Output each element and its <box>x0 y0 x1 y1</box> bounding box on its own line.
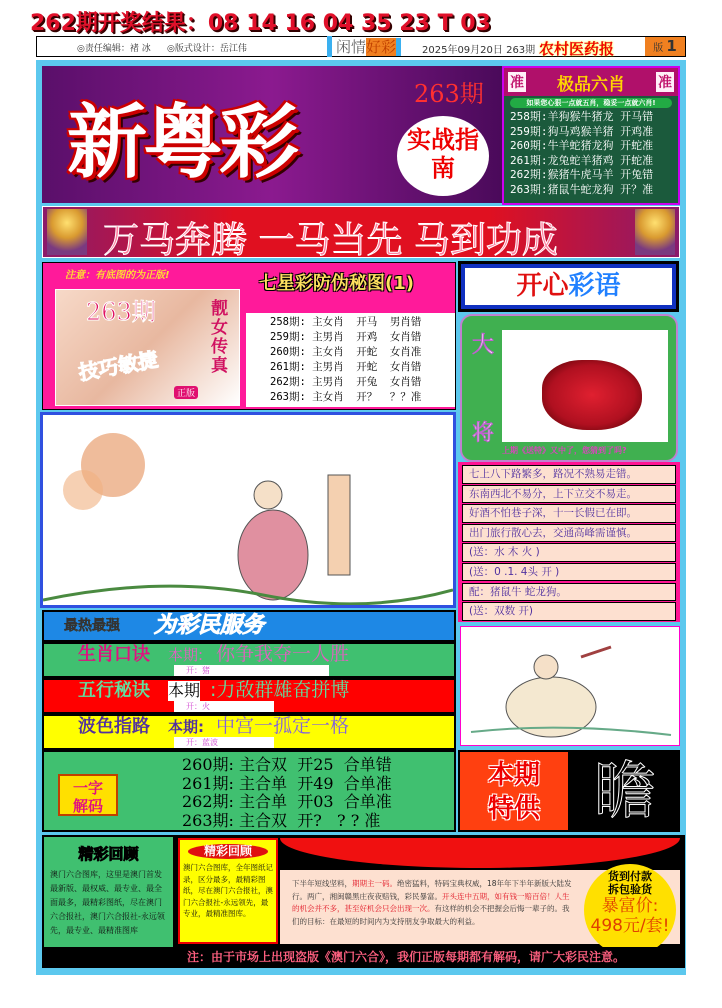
photo-skill-text: 技巧敏捷 <box>76 347 160 385</box>
footer-notice: 注：由于市场上出现盗版《澳门六合》，我们正版每期都有解码，请广大彩民注意。 <box>42 947 685 968</box>
saying-item: (送：双数 开) <box>462 602 676 621</box>
guide-badge: 实战指南 <box>397 116 489 196</box>
decode-logo <box>58 774 118 816</box>
seven-star-row: 260期: 主女肖 开蛇 女肖准 <box>270 346 422 358</box>
masthead-title: 新粤彩 <box>67 95 295 189</box>
seven-star-section <box>42 262 456 410</box>
editor-credit: ◎责任编辑：褚 冰 <box>77 44 151 54</box>
service-bar <box>42 610 456 642</box>
girl-photo <box>55 289 240 406</box>
seven-star-table <box>246 313 455 407</box>
formula-prefix: 本期 <box>168 681 201 700</box>
seven-star-row: 262期: 主男肖 开兔 女肖错 <box>270 376 422 388</box>
cod-label: 货到付款 <box>608 870 652 883</box>
price-value: 498元/套! <box>590 916 670 936</box>
decode-table <box>182 756 392 830</box>
decode-row: 261期: 主合单 开49 合单准 <box>182 773 392 793</box>
formula-label: 生肖口诀 <box>78 644 150 665</box>
decode-row: 262期: 主合单 开03 合单准 <box>182 792 392 811</box>
decode-logo-b: 解码 <box>72 797 103 815</box>
special-label-b: 特供 <box>487 794 540 824</box>
six-zodiac-panel <box>502 66 680 205</box>
authenticity-note: 注意：有底图的为正版! <box>65 270 170 281</box>
formula-prefix: 本期: <box>168 646 204 664</box>
scholar-illustration <box>460 626 680 746</box>
ad-text-5: 有这样的机会不把握会后悔一辈子的。我们的目标：在最短的时间内为支持朋友争取最大的利益。 <box>292 904 570 926</box>
ink-painting-illustration <box>40 412 456 608</box>
ox-body <box>542 360 642 430</box>
inspect-label: 拆包验货 <box>608 883 652 896</box>
seven-star-title: 七星彩防伪秘图(1) <box>259 273 414 294</box>
formula-prefix: 本期: <box>168 718 204 736</box>
column-name-a: 闲情 <box>336 38 367 56</box>
one-word-decode <box>42 750 456 832</box>
six-zodiac-title: 极品六肖 <box>557 74 625 95</box>
ad-text-3: 绝密猛料，特码宝典权威，18年年下半年新版大陆发行。两广，湘闽赣黑庄夜夜赔钱，彩民暴富。 <box>292 879 572 901</box>
buddha-image <box>635 209 675 255</box>
formula-label: 波色指路 <box>78 716 150 737</box>
sayings-list <box>458 462 680 622</box>
photo-issue: 263期 <box>86 298 156 326</box>
formula-five-elements <box>42 678 456 714</box>
six-zodiac-subtitle: 如果您心狠一点就五肖，稳妥一点就六肖! <box>510 98 672 108</box>
painting-sketch <box>43 415 453 605</box>
ox-card <box>460 314 678 462</box>
formula-result: 开：火 <box>174 701 274 712</box>
seven-star-row: 263期: 主女肖 开？ ？？准 <box>270 391 422 403</box>
review-text: 澳门六合图库，这里是澳门首发最新版、最权威、最专业、最全面最多，最精彩图纸，尽在澳门六合报社，澳门六合报社-永远领先，最专业、最精准图库 <box>50 870 165 935</box>
special-offer <box>458 750 570 832</box>
decode-row: 263期: 主合双 开? ? ? 准 <box>182 810 381 830</box>
six-zodiac-row: 263期:猪鼠牛蛇龙狗 开？准 <box>510 182 654 196</box>
seven-star-row: 258期: 主女肖 开马 男肖错 <box>270 316 422 328</box>
designer-credit: ◎版式设计：岳江伟 <box>167 44 247 54</box>
saying-item: 东南西北不易分，上下立交不易走。 <box>462 485 676 504</box>
zhun-mark: 准 <box>656 72 674 92</box>
edition-badge <box>645 37 685 56</box>
ox-caption: 上期《送特》又中了，您猜到了吗? <box>502 446 627 455</box>
masthead-issue: 263期 <box>414 80 484 108</box>
review-text-2: 澳门六合图库，全年图纸记录，区分最多，最精彩图纸，尽在澳门六合报社，澳门六合报社-永远领先，最专业，最精准图库。 <box>183 863 273 918</box>
ad-box <box>280 870 680 944</box>
banner-slogan: 万马奔腾 一马当先 马到功成 <box>103 220 558 261</box>
special-char: 瞻 <box>570 750 680 832</box>
edition-number: 1 <box>666 37 677 55</box>
red-banner <box>280 838 680 868</box>
six-zodiac-row: 259期:狗马鸡猴羊猪 开鸡准 <box>510 124 654 138</box>
decode-logo-a: 一字 <box>72 779 103 797</box>
seven-star-row: 261期: 主男肖 开蛇 女肖错 <box>270 361 422 373</box>
scholar-sketch <box>461 627 679 745</box>
ad-section <box>175 835 685 947</box>
zhun-mark: 准 <box>508 72 526 92</box>
column-name-b: 好彩 <box>366 38 401 56</box>
saying-item: 出门旅行散心去，交通高峰需谨慎。 <box>462 524 676 543</box>
photo-badge: 正版 <box>174 386 198 399</box>
seven-star-row: 259期: 主男肖 开鸡 女肖错 <box>270 331 422 343</box>
formula-wave-color <box>42 714 456 750</box>
special-label-a: 本期 <box>487 760 540 790</box>
slogan-banner <box>42 206 680 261</box>
formula-result: 开：猪 <box>174 665 329 676</box>
price-label: 暴富价: <box>601 896 659 916</box>
saying-item: (送：水 木 火 ) <box>462 543 676 562</box>
happy-title-b: 彩语 <box>568 271 621 301</box>
review-title-pill: 精彩回顾 <box>188 844 268 859</box>
formula-label: 五行秘诀 <box>78 680 150 701</box>
formula-text: :力敌群雄奋拼博 <box>210 679 350 701</box>
six-zodiac-row: 260期:牛羊蛇猪龙狗 开蛇准 <box>510 139 654 152</box>
review-title: 精彩回顾 <box>78 845 139 863</box>
happy-title-a: 开心 <box>516 271 569 301</box>
newspaper-header <box>36 36 686 57</box>
buddha-image <box>47 209 87 255</box>
ad-text-1: 下半年短线坚料， <box>292 879 352 888</box>
service-slogan: 为彩民服务 <box>154 613 265 638</box>
review-box-2 <box>178 838 278 944</box>
six-zodiac-row: 258期:羊狗猴牛猪龙 开马错 <box>510 110 654 123</box>
review-box <box>42 835 175 965</box>
six-zodiac-row: 262期:猴猪牛虎马羊 开兔错 <box>510 168 654 181</box>
masthead <box>42 66 502 203</box>
last-draw-result: 262期开奖结果：08 14 16 04 35 23 T 03 <box>30 11 491 36</box>
edition-label: 版 <box>653 43 664 54</box>
formula-text: 中宫一孤定一格 <box>216 715 350 737</box>
formula-zodiac <box>42 642 456 678</box>
ox-char-top: 大 <box>472 333 495 358</box>
six-zodiac-row: 261期:龙兔蛇羊猪鸡 开蛇准 <box>510 153 654 167</box>
decode-row: 260期: 主合双 开25 合单错 <box>182 755 392 774</box>
ox-image <box>502 330 668 442</box>
ad-text-4: 开头连中五期，如有钱一赔百倍！人生的机会并不多，甚至好机会只会出现一次。 <box>292 891 570 913</box>
price-badge <box>584 864 676 956</box>
ad-text-2: 期期主一码。 <box>352 879 397 888</box>
saying-item: 七上八下路繁多，路况不熟易走错。 <box>462 465 676 484</box>
photo-vertical-text: 靓女传真 <box>211 299 228 376</box>
issue-date: 2025年09月20日 263期 <box>422 45 536 56</box>
column-name <box>327 36 401 57</box>
saying-item: (送：0 .1. 4头 开 ) <box>462 563 676 582</box>
formula-text: 你争我夺一人胜 <box>216 643 350 665</box>
ad-text <box>292 878 574 928</box>
ox-char-bottom: 将 <box>472 421 495 446</box>
saying-item: 配：猪鼠牛 蛇龙狗。 <box>462 583 676 602</box>
paper-name: 农村医药报 <box>539 40 615 58</box>
happy-lottery-title <box>461 264 676 309</box>
saying-item: 好酒不怕巷子深，十一长假已在即。 <box>462 504 676 523</box>
formula-result: 开：蓝波 <box>174 737 274 748</box>
hot-label: 最热最强 <box>64 618 120 634</box>
